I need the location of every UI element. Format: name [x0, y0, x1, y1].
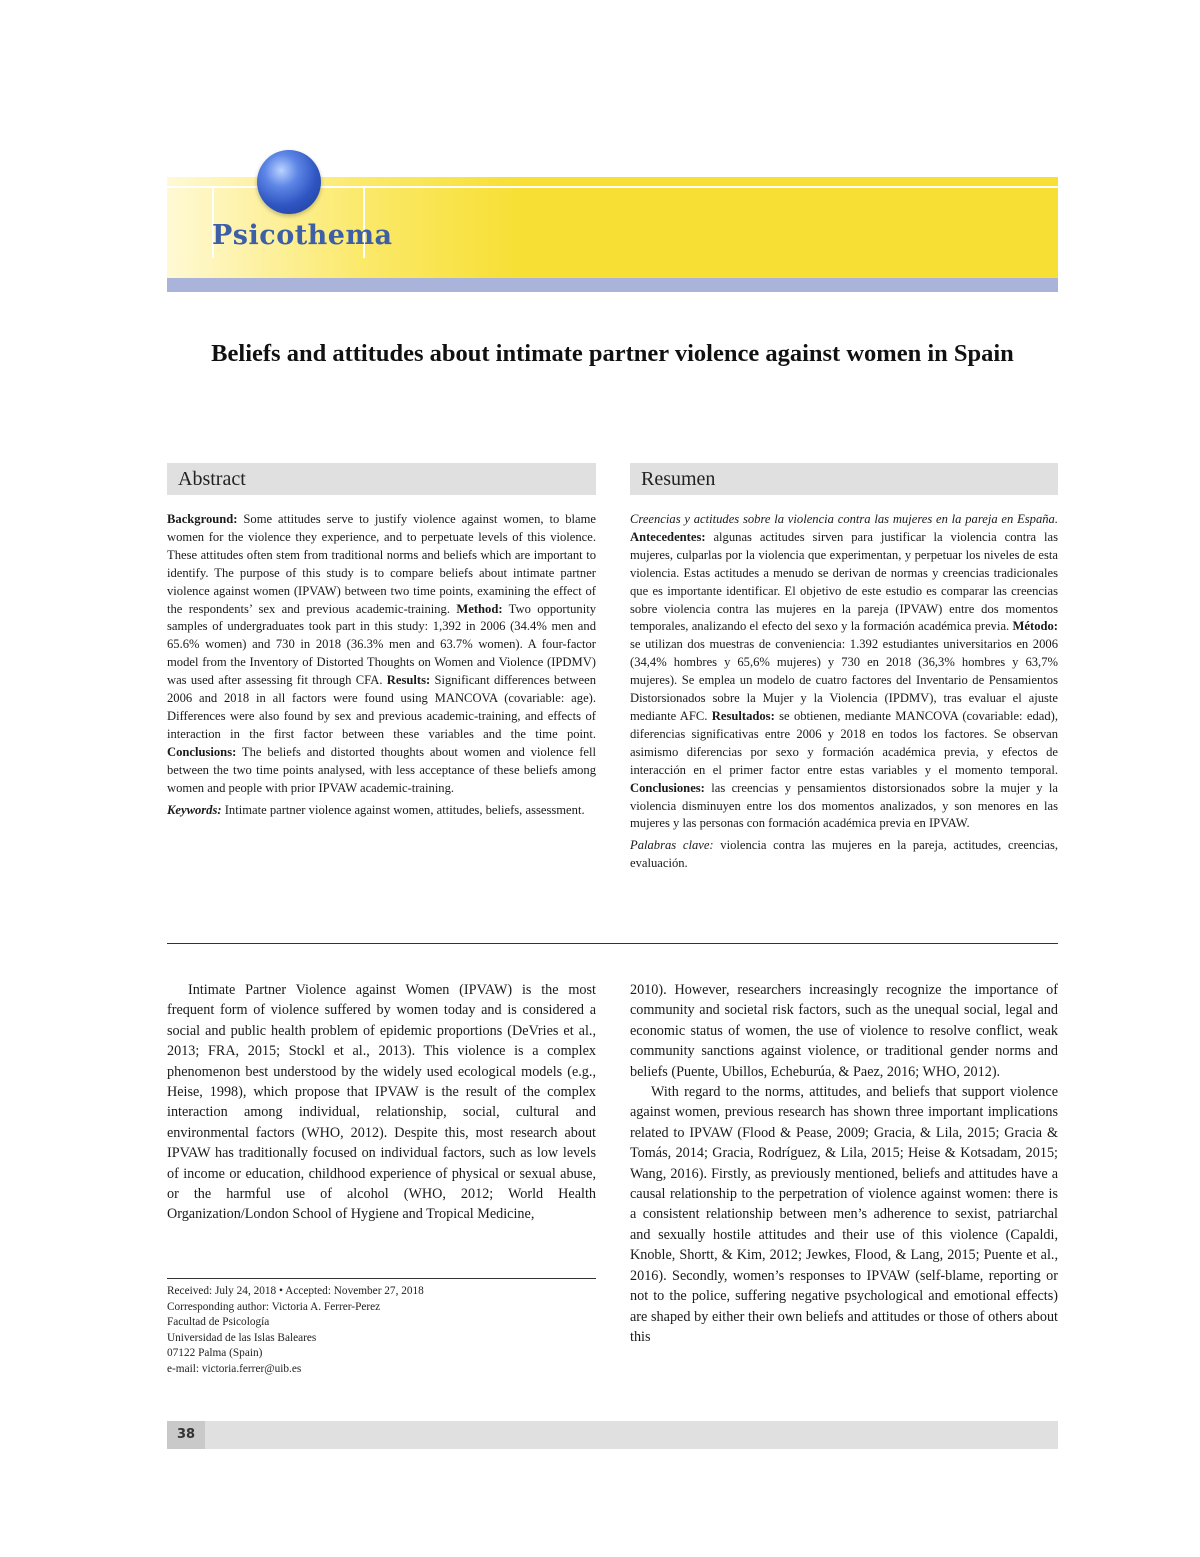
abstract-conclusions-label: Conclusions: — [167, 744, 237, 759]
author-city: 07122 Palma (Spain) — [167, 1347, 263, 1359]
body-column-right — [630, 980, 1058, 1347]
author-email: e-mail: victoria.ferrer@uib.es — [167, 1362, 302, 1375]
footnote-divider — [167, 1278, 596, 1279]
body-column-left — [167, 980, 596, 1225]
abstract-body — [167, 511, 596, 819]
abstract-keywords — [167, 802, 596, 820]
resumen-antecedentes-text: algunas actitudes sirven para justificar la violencia contra las mujeres, culparlas por la violencia que experimentan, y perpetuar los niveles de esta violencia. Estas actitudes a menudo se derivan de normas y creencias tradicionales que es importante identificar. El objetivo de este estudio es comparar las creencias sobre violencia contra las mujeres en la pareja (IPVAW) entre dos momentos temporales, analizando el efecto del sexo y la formación académica previa. — [630, 529, 1058, 634]
page-footer-bar — [167, 1421, 1058, 1449]
resumen-keywords-text: violencia contra las mujeres en la pareja, actitudes, creencias, evaluación. — [630, 838, 1058, 871]
correspondence-footnote — [167, 1284, 596, 1377]
resumen-keywords — [630, 837, 1058, 873]
abstract-background-label: Background: — [167, 512, 238, 526]
abstract-method-text: Two opportunity samples of undergraduates took part in this study: 1,392 in 2006 (34.4% men and 65.6% women) and 730 in 2018 (36.3% men and 63.7% women). A four-factor model from the Inventory of Distorted Thoughts on Women and Violence (IPDMV) was used after assessing fit through CFA. — [167, 601, 596, 688]
author-university: Universidad de las Islas Baleares — [167, 1331, 317, 1344]
resumen-conclusiones-label: Conclusiones: — [630, 780, 705, 795]
abstract-results-label: Results: — [386, 673, 431, 688]
resumen-metodo-text: se utilizan dos muestras de conveniencia: 1.392 estudiantes universitarios en 2006 (34,4% hombres y 65,6% mujeres) y 730 en 2018 (36,3% hombres y 63,7% mujeres). Se emplea un modelo de cuatro factores del Inventario de Pensamientos Distorsionados sobre la Mujer y la Violencia (IPDMV), tras evaluar el ajuste mediante AFC. — [630, 637, 1058, 723]
body-paragraph: Intimate Partner Violence against Women (IPVAW) is the most frequent form of violence suffered by women today and is considered a social and public health problem of epidemic proportions (DeVries et al., 2013; FRA, 2015; Stockl et al., 2013). This violence is a complex phenomenon best understood by the widely used ecological models (e.g., Heise, 1998), which propose that IPVAW is the result of the complex interaction among individual, relationship, social, cultural and environmental factors (WHO, 2012). Despite this, most research about IPVAW has traditionally focused on individual factors, such as low levels of income or education, childhood experience of physical or sexual abuse, or the harmful use of alcohol (WHO, 2012; World Health Organization/London School of Hygiene and Tropical Medicine, — [167, 982, 596, 1223]
journal-logo-sphere-icon — [257, 150, 321, 214]
abstract-conclusions-text: The beliefs and distorted thoughts about women and violence fell between the two time points analysed, with less acceptance of these beliefs among women and people with prior IPVAW academic-training. — [167, 744, 596, 795]
banner-blue-bar — [167, 278, 1058, 292]
abstract-keywords-text: Intimate partner violence against women, attitudes, beliefs, assessment. — [221, 802, 585, 817]
resumen-body — [630, 511, 1058, 873]
section-divider — [167, 943, 1058, 944]
page-number: 38 — [167, 1421, 205, 1449]
abstract-background-text: Some attitudes serve to justify violence against women, to blame women for the violence they experience, and to perpetuate levels of this violence. These attitudes often stem from traditional norms and beliefs which are important to identify. The purpose of this study is to compare beliefs about intimate partner violence against women (IPVAW) between two time points, examining the effect of the respondents’ sex and previous academic-training. — [167, 512, 596, 616]
received-accepted-dates: Received: July 24, 2018 • Accepted: November 27, 2018 — [167, 1285, 424, 1297]
resumen-paragraph — [630, 511, 1058, 833]
resumen-keywords-label: Palabras clave: — [630, 838, 714, 853]
journal-name: Psicothema — [212, 220, 393, 251]
corresponding-author: Corresponding author: Victoria A. Ferrer-Perez — [167, 1300, 381, 1313]
abstract-paragraph — [167, 511, 596, 798]
body-paragraph: With regard to the norms, attitudes, and beliefs that support violence against women, previous research has shown three important implications related to IPVAW (Flood & Pease, 2009; Gracia, & Lila, 2015; Gracia & Tomás, 2014; Gracia, Rodríguez, & Lila, 2015; Heise & Kotsadam, 2015; Wang, 2016). Firstly, as previously mentioned, beliefs and attitudes have a causal relationship to the perpetration of violence against women: there is a consistent relationship between men’s adherence to sexist, patriarchal and sexually hostile attitudes and their use of this violence (Capaldi, Knoble, Shortt, & Kim, 2012; Jewkes, Flood, & Lang, 2015; Puente et al., 2016). Secondly, women’s responses to IPVAW (self-blame, reporting or not to the police, suffering negative psychological and emotional effects) are shaped by either their own beliefs and attitudes or those of others about this — [630, 1084, 1058, 1345]
abstract-results-text: Significant differences between 2006 and 2018 in all factors were found using MANCOVA (covariable: age). Differences were also found by sex and previous academic-training, and effects of interaction in the first factor between these variables and the time point. — [167, 673, 596, 741]
resumen-resultados-label: Resultados: — [711, 708, 775, 723]
article-title: Beliefs and attitudes about intimate partner violence against women in Spain — [211, 340, 1014, 367]
abstract-method-label: Method: — [456, 601, 503, 616]
resumen-metodo-label: Método: — [1012, 619, 1058, 634]
resumen-antecedentes-label: Antecedentes: — [630, 529, 706, 544]
author-faculty: Facultad de Psicología — [167, 1316, 270, 1328]
resumen-conclusiones-text: las creencias y pensamientos distorsionados sobre la mujer y la violencia disminuyen entre los dos momentos analizados, y son menores en las mujeres y las personas con formación académica previa en IPVAW. — [630, 780, 1058, 831]
resumen-heading: Resumen — [630, 463, 1058, 495]
resumen-resultados-text: se obtienen, mediante MANCOVA (covariable: edad), diferencias significativas entre 2006 y 2018 en todos los factores. Se observan asimismo diferencias por sexo y formación académica previa, y efectos de interacción en el primer factor entre estas variables y el momento temporal. — [630, 708, 1058, 777]
resumen-spanish-title: Creencias y actitudes sobre la violencia contra las mujeres en la pareja en España. — [630, 512, 1058, 526]
abstract-heading: Abstract — [167, 463, 596, 495]
body-paragraph: 2010). However, researchers increasingly recognize the importance of community and societal risk factors, such as the unequal social, legal and economic status of women, the use of violence to resolve conflict, weak community sanctions against violence, or traditional gender norms and beliefs (Puente, Ubillos, Echeburúa, & Paez, 2016; WHO, 2012). — [630, 982, 1058, 1080]
abstract-keywords-label: Keywords: — [167, 802, 222, 817]
